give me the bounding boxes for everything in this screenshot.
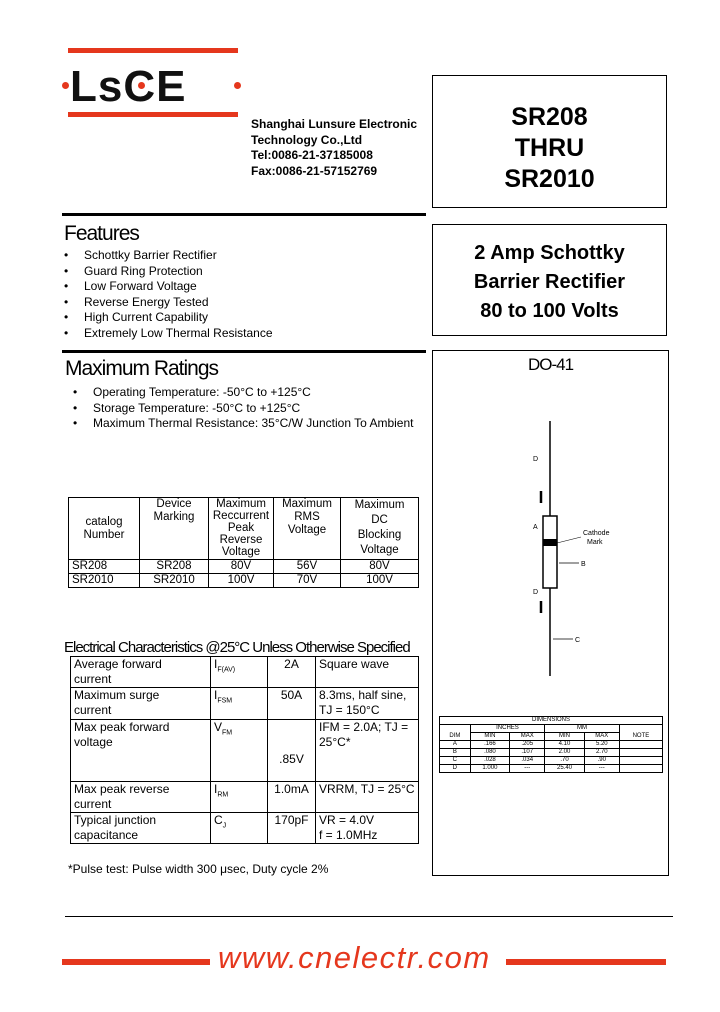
description-1: 2 Amp Schottky: [474, 242, 625, 264]
table-cell: .028: [470, 757, 509, 765]
param-cell: Average forward current: [71, 657, 211, 688]
list-item: • Operating Temperature: -50°C to +125°C: [73, 385, 311, 399]
table-cell: [619, 749, 662, 757]
footer-rule: [65, 916, 673, 917]
max-ratings-list: [73, 385, 413, 432]
logo-text: LsCE: [70, 62, 187, 111]
value-cell: 1.0mA: [268, 782, 316, 813]
table-row: [71, 782, 419, 813]
footer-bar-right: [506, 959, 666, 965]
table-cell: 80V: [341, 560, 419, 574]
dim-group-mm: MM: [545, 725, 620, 733]
electrical-table: [70, 656, 419, 844]
table-cell: [619, 757, 662, 765]
table-cell: SR208: [140, 560, 209, 574]
company-logo: [62, 48, 242, 118]
table-row: [71, 688, 419, 720]
table-cell: 1.000: [470, 765, 509, 773]
table-cell: B: [440, 749, 471, 757]
table-cell: [619, 741, 662, 749]
table-row: [440, 725, 663, 733]
cathode-leader: [557, 537, 581, 543]
diode-outline-drawing: [433, 391, 668, 691]
param-cell: Maximum surge current: [71, 688, 211, 720]
value-cell: 170pF: [268, 813, 316, 844]
pulse-test-note: *Pulse test: Pulse width 300 μsec, Duty cycle 2%: [68, 862, 329, 876]
company-name-2: Technology Co.,Ltd: [251, 132, 363, 147]
value-cell: 50A: [268, 688, 316, 720]
label-cathode: Cathode: [583, 530, 610, 537]
condition-cell: VRRM, TJ = 25°C: [316, 782, 419, 813]
max-ratings-heading: Maximum Ratings: [65, 357, 219, 380]
description-box: [432, 224, 667, 336]
features-heading: Features: [64, 222, 139, 245]
table-cell: MIN: [545, 733, 584, 741]
dim-header-dim: DIM: [440, 725, 471, 741]
value-cell: 2A: [268, 657, 316, 688]
table-cell: 2.00: [545, 749, 584, 757]
table-row: [71, 657, 419, 688]
table-cell: .034: [510, 757, 545, 765]
param-cell: Max peak forward voltage: [71, 720, 211, 782]
table-cell: .107: [510, 749, 545, 757]
list-item: • Reverse Energy Tested: [64, 294, 209, 309]
label-d1: D: [533, 456, 539, 463]
header-vrms: Maximum RMS Voltage: [274, 498, 341, 560]
table-cell: 70V: [274, 574, 341, 588]
label-mark: Mark: [587, 539, 603, 546]
condition-cell: Square wave: [316, 657, 419, 688]
description-2: Barrier Rectifier: [473, 271, 626, 293]
symbol-cell: $V_{FM}$: [211, 720, 268, 782]
company-name-1: Shanghai Lunsure Electronic: [251, 117, 418, 131]
table-cell: SR208: [69, 560, 140, 574]
table-row: [71, 720, 419, 782]
condition-cell: VR = 4.0V f = 1.0MHz: [316, 813, 419, 844]
list-item: • Maximum Thermal Resistance: 35°C/W Junction To Ambient: [73, 416, 414, 431]
table-cell: 100V: [209, 574, 274, 588]
ratings-table: [68, 497, 419, 588]
table-cell: .205: [510, 741, 545, 749]
table-cell: 4.10: [545, 741, 584, 749]
table-cell: .90: [584, 757, 619, 765]
table-row: [69, 574, 419, 588]
condition-cell: IFM = 2.0A; TJ = 25°C*: [316, 720, 419, 782]
label-d2: D: [533, 589, 539, 596]
table-cell: SR2010: [140, 574, 209, 588]
list-item: • Extremely Low Thermal Resistance: [64, 325, 273, 340]
label-a: A: [533, 524, 538, 531]
param-cell: Typical junction capacitance: [71, 813, 211, 844]
list-item: • Storage Temperature: -50°C to +125°C: [73, 400, 301, 415]
company-tel: Tel:0086-21-37185008: [251, 148, 373, 162]
symbol-cell: $I_{FSM}$: [211, 688, 268, 720]
param-cell: Max peak reverse current: [71, 782, 211, 813]
label-b: B: [581, 561, 586, 568]
part-number-box: [432, 75, 667, 208]
cathode-band: [543, 539, 557, 546]
table-cell: MIN: [470, 733, 509, 741]
table-row: [440, 765, 663, 773]
table-cell: A: [440, 741, 471, 749]
table-row: [440, 717, 663, 725]
table-cell: 80V: [209, 560, 274, 574]
part-number-1: SR208: [511, 103, 588, 131]
table-cell: C: [440, 757, 471, 765]
package-name: DO-41: [527, 355, 574, 374]
list-item: • Low Forward Voltage: [64, 279, 197, 294]
footer-url[interactable]: www.cnelectr.com: [218, 940, 491, 975]
table-row: [71, 813, 419, 844]
table-cell: SR2010: [69, 574, 140, 588]
table-cell: 100V: [341, 574, 419, 588]
table-cell: 2.70: [584, 749, 619, 757]
table-header-row: [69, 498, 419, 560]
electrical-heading: Electrical Characteristics @25°C Unless Otherwise Specified: [64, 639, 410, 656]
table-cell: .080: [470, 749, 509, 757]
table-cell: D: [440, 765, 471, 773]
list-item: • Guard Ring Protection: [64, 263, 203, 278]
table-cell: .70: [545, 757, 584, 765]
part-number-2: THRU: [514, 134, 585, 162]
dim-header-note: NOTE: [619, 725, 662, 741]
table-row: [440, 741, 663, 749]
header-marking: Device Marking: [140, 498, 209, 560]
list-item: • High Current Capability: [64, 310, 209, 325]
table-row: [440, 757, 663, 765]
symbol-cell: $I_{F(AV)}$: [211, 657, 268, 688]
features-rule: [62, 213, 426, 216]
package-box: [432, 350, 669, 876]
table-cell: 56V: [274, 560, 341, 574]
dimensions-table: [439, 716, 663, 773]
condition-cell: 8.3ms, half sine, TJ = 150°C: [316, 688, 419, 720]
table-cell: [619, 765, 662, 773]
table-cell: ---: [510, 765, 545, 773]
value-cell: .85V: [268, 720, 316, 782]
dim-group-inches: INCHES: [470, 725, 545, 733]
company-info: [251, 117, 417, 179]
table-cell: 5.20: [584, 741, 619, 749]
features-list: [64, 248, 273, 342]
footer-bar-left: [62, 959, 210, 965]
header-vrrm: Maximum Reccurrent Peak Reverse Voltage: [209, 498, 274, 560]
table-cell: MAX: [510, 733, 545, 741]
symbol-cell: $I_{RM}$: [211, 782, 268, 813]
table-cell: .166: [470, 741, 509, 749]
ratings-rule: [62, 350, 426, 353]
description-3: 80 to 100 Volts: [480, 300, 619, 322]
diode-body: [543, 516, 557, 588]
header-vdc: Maximum DC Blocking Voltage: [341, 498, 419, 560]
dim-title: DIMENSIONS: [440, 717, 663, 725]
symbol-cell: $C_J$: [211, 813, 268, 844]
label-c: C: [575, 637, 581, 644]
table-row: [69, 560, 419, 574]
table-cell: ---: [584, 765, 619, 773]
part-number-3: SR2010: [504, 165, 595, 193]
table-row: [440, 749, 663, 757]
table-cell: 25.40: [545, 765, 584, 773]
table-cell: MAX: [584, 733, 619, 741]
list-item: • Schottky Barrier Rectifier: [64, 248, 217, 262]
company-fax: Fax:0086-21-57152769: [251, 163, 378, 178]
header-catalog: catalog Number: [69, 498, 140, 560]
